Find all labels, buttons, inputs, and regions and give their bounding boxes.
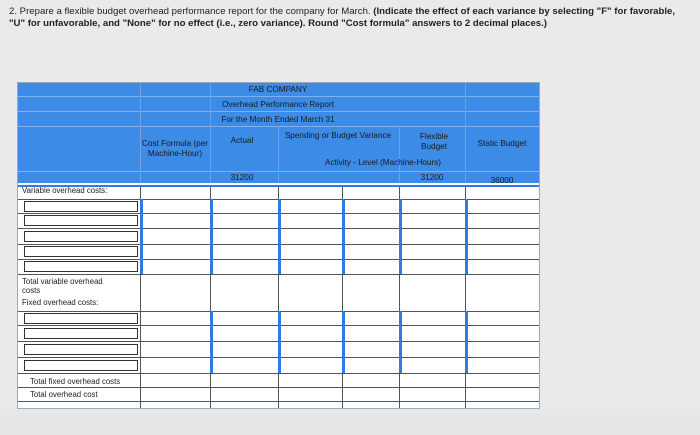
total-overhead-label: Total overhead cost (30, 390, 98, 399)
flexible-hours: 31200 (420, 173, 444, 182)
fixed-cost-item-input[interactable] (24, 328, 138, 339)
question-number: 2. (9, 6, 18, 17)
variable-cost-item-input[interactable] (24, 231, 138, 242)
variable-cost-item-input[interactable] (24, 215, 138, 226)
fixed-cost-item-input[interactable] (24, 344, 138, 355)
total-variable-overhead-label: Total variable overhead costs (22, 277, 103, 295)
col-spending-variance: Spending or Budget Variance (284, 131, 392, 140)
total-fixed-overhead-label: Total fixed overhead costs (30, 377, 121, 386)
col-flexible-budget: Flexible Budget (419, 132, 449, 151)
actual-hours: 31200 (230, 173, 254, 182)
activity-level-label: Activity - Level (Machine-Hours) (324, 158, 442, 167)
variable-overhead-header: Variable overhead costs: (22, 186, 108, 195)
company-name: FAB COMPANY (248, 85, 308, 94)
fixed-cost-item-input[interactable] (24, 313, 138, 324)
variable-cost-item-input[interactable] (24, 201, 138, 212)
col-static-budget: Static Budget (477, 139, 527, 148)
performance-report-table (17, 82, 540, 409)
report-header (18, 83, 539, 183)
col-cost-formula: Cost Formula (per Machine-Hour) (142, 139, 208, 158)
question-emphasis: (Indicate the effect of each variance by selecting "F" for favorable, "U" for unfavorable, and "None" for no effect (i.e., zero variance). Round "Cost formula" answers to 2 decimal places.) (9, 6, 676, 29)
variable-cost-item-input[interactable] (24, 261, 138, 272)
report-period: For the Month Ended March 31 (221, 115, 335, 124)
fixed-cost-item-input[interactable] (24, 360, 138, 371)
col-actual: Actual (230, 136, 254, 145)
question-instructions (9, 6, 679, 30)
report-title: Overhead Performance Report (222, 100, 334, 109)
variable-cost-item-input[interactable] (24, 246, 138, 257)
static-hours: 36000 (490, 176, 514, 185)
fixed-overhead-header: Fixed overhead costs: (22, 298, 99, 307)
question-text: Prepare a flexible budget overhead performance report for the company for March. (17, 6, 374, 17)
